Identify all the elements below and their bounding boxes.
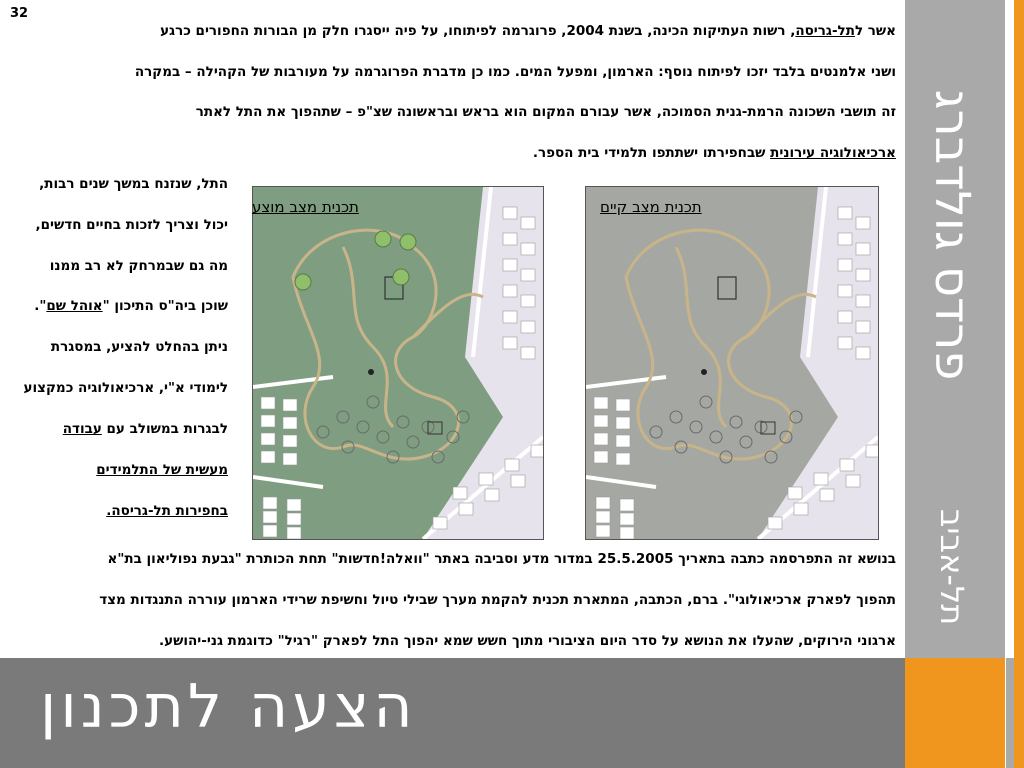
building-block: [788, 487, 802, 499]
side-text: עבודה: [62, 421, 102, 437]
building-block: [596, 511, 610, 523]
building-block: [433, 517, 447, 529]
building-block: [261, 415, 275, 427]
side-text: יכול וצריך לזכות בחיים חדשים,: [35, 217, 228, 233]
side-text: לימודי א"י, ארכיאולוגיה כמקצוע: [23, 380, 228, 396]
building-block: [616, 399, 630, 411]
building-block: [287, 527, 301, 539]
well-marker: [701, 369, 707, 375]
building-block: [453, 487, 467, 499]
building-block: [521, 243, 535, 255]
tree-cluster: [393, 269, 409, 285]
building-block: [263, 511, 277, 523]
intro-line: [160, 23, 896, 39]
intro-text: ושני אלמנטים בלבד יזכו לפיתוח נוסף: הארמון, ומפעל המים. כמו כן מדברת הפרוגרמה על מעורבות של הקהילה – במקרה: [134, 64, 896, 80]
building-block: [596, 497, 610, 509]
corner-block: [905, 658, 1005, 768]
building-block: [856, 217, 870, 229]
building-block: [261, 433, 275, 445]
building-block: [479, 473, 493, 485]
tree-cluster: [295, 274, 311, 290]
building-block: [521, 217, 535, 229]
building-block: [521, 295, 535, 307]
building-block: [503, 285, 517, 297]
building-block: [596, 525, 610, 537]
building-block: [838, 285, 852, 297]
side-text: ".: [34, 298, 47, 314]
bottom-text: ארגוני הירוקים, שהעלו את הנושא על סדר היום הציבורי מתוך חשש שמא יהפוך התל לפארק "רגיל" כדוגמת גני-יהושע.: [159, 633, 896, 649]
vertical-site-name: פרדס גולדברג: [924, 89, 980, 381]
building-block: [459, 503, 473, 515]
side-text: שוכן ביה"ס התיכון ": [102, 298, 228, 314]
slide-title: הצעה לתכנון: [40, 672, 417, 742]
side-text: ניתן בהחלט להציע, במסגרת: [50, 339, 228, 355]
building-block: [283, 417, 297, 429]
building-block: [820, 489, 834, 501]
building-block: [838, 311, 852, 323]
building-block: [261, 397, 275, 409]
building-block: [856, 321, 870, 333]
accent-stripe: [1014, 0, 1024, 768]
building-block: [287, 513, 301, 525]
bottom-text: בנושא זה התפרסמה כתבה בתאריך 25.5.2005 במדור מדע וסביבה באתר "וואלה!חדשות" תחת הכותרת "גבעת נפוליאון בת"א: [107, 551, 896, 567]
building-block: [838, 233, 852, 245]
building-block: [521, 347, 535, 359]
side-line: [36, 217, 228, 233]
bottom-line: [108, 551, 896, 567]
building-block: [768, 517, 782, 529]
building-block: [505, 459, 519, 471]
building-block: [283, 399, 297, 411]
building-block: [794, 503, 808, 515]
intro-text: אשר ל: [854, 23, 896, 39]
vertical-city-name: תל-אביב: [933, 508, 971, 626]
building-block: [503, 207, 517, 219]
intro-line: [533, 145, 896, 161]
building-block: [838, 259, 852, 271]
building-block: [594, 451, 608, 463]
building-block: [840, 459, 854, 471]
existing-plan-label: תכנית מצב קיים: [600, 198, 702, 216]
divider-stripe: [1006, 658, 1014, 768]
building-block: [814, 473, 828, 485]
building-block: [511, 475, 525, 487]
tree-cluster: [375, 231, 391, 247]
building-block: [503, 259, 517, 271]
intro-text: תל-גריסה: [795, 23, 855, 39]
building-block: [838, 207, 852, 219]
building-block: [866, 445, 878, 457]
intro-line: [196, 104, 896, 120]
bottom-text: תהפוך לפארק ארכיאולוגי". ברם, הכתבה, המתארת תכנית להקמת מערך שבילי טיול וחשיפת שרידי הארמון עוררה התנגדות מצד: [99, 592, 896, 608]
building-block: [521, 269, 535, 281]
building-block: [263, 525, 277, 537]
building-block: [846, 475, 860, 487]
intro-text: שבחפירתו ישתתפו תלמידי בית הספר.: [532, 145, 771, 161]
building-block: [856, 347, 870, 359]
side-text: בחפירות תל-גריסה.: [106, 503, 228, 519]
building-block: [616, 435, 630, 447]
intro-text: זה תושבי השכונה הרמת-גנית הסמוכה, אשר עבורם המקום הוא בראש ובראשונה שצ"פ – שתהפוך את התל לאתר: [195, 104, 896, 120]
building-block: [620, 513, 634, 525]
building-block: [616, 453, 630, 465]
building-block: [261, 451, 275, 463]
building-block: [283, 453, 297, 465]
side-text: אוהל שם: [46, 298, 103, 314]
proposed-plan-map: [252, 186, 544, 540]
building-block: [838, 337, 852, 349]
side-line: [96, 462, 228, 478]
building-block: [503, 233, 517, 245]
side-line: [39, 176, 228, 192]
intro-text: , רשות העתיקות הכינה, בשנת 2004, פרוגרמה לפיתוחו, על פיה ייסגרו חלק מן הבורות החפורים כרגע: [160, 23, 796, 39]
building-block: [503, 337, 517, 349]
side-line: [24, 380, 228, 396]
building-block: [283, 435, 297, 447]
building-block: [263, 497, 277, 509]
well-marker: [368, 369, 374, 375]
building-block: [594, 415, 608, 427]
existing-plan-map: [585, 186, 879, 540]
building-block: [616, 417, 630, 429]
building-block: [856, 295, 870, 307]
tree-cluster: [400, 234, 416, 250]
side-line: [34, 298, 228, 314]
proposed-plan-label: תכנית מצב מוצע: [252, 198, 359, 216]
side-text: לבגרות במשולב עם: [101, 421, 228, 437]
intro-text: ארכיאולוגיה עירונית: [770, 145, 896, 161]
building-block: [485, 489, 499, 501]
side-line: [106, 503, 228, 519]
side-text: מעשית של התלמידים: [96, 462, 228, 478]
building-block: [503, 311, 517, 323]
building-block: [531, 445, 543, 457]
building-block: [594, 433, 608, 445]
building-block: [594, 397, 608, 409]
bottom-line: [99, 592, 896, 608]
side-line: [50, 258, 228, 274]
side-line: [51, 339, 228, 355]
building-block: [856, 269, 870, 281]
page-number: 32: [10, 6, 29, 21]
building-block: [287, 499, 301, 511]
side-text: מה גם שבמרחק לא רב ממנו: [49, 258, 228, 274]
building-block: [856, 243, 870, 255]
side-line: [63, 421, 228, 437]
side-text: התל, שנזנח במשך שנים רבות,: [39, 176, 228, 192]
building-block: [620, 527, 634, 539]
intro-line: [135, 64, 896, 80]
building-block: [620, 499, 634, 511]
bottom-line: [159, 633, 896, 649]
building-block: [521, 321, 535, 333]
